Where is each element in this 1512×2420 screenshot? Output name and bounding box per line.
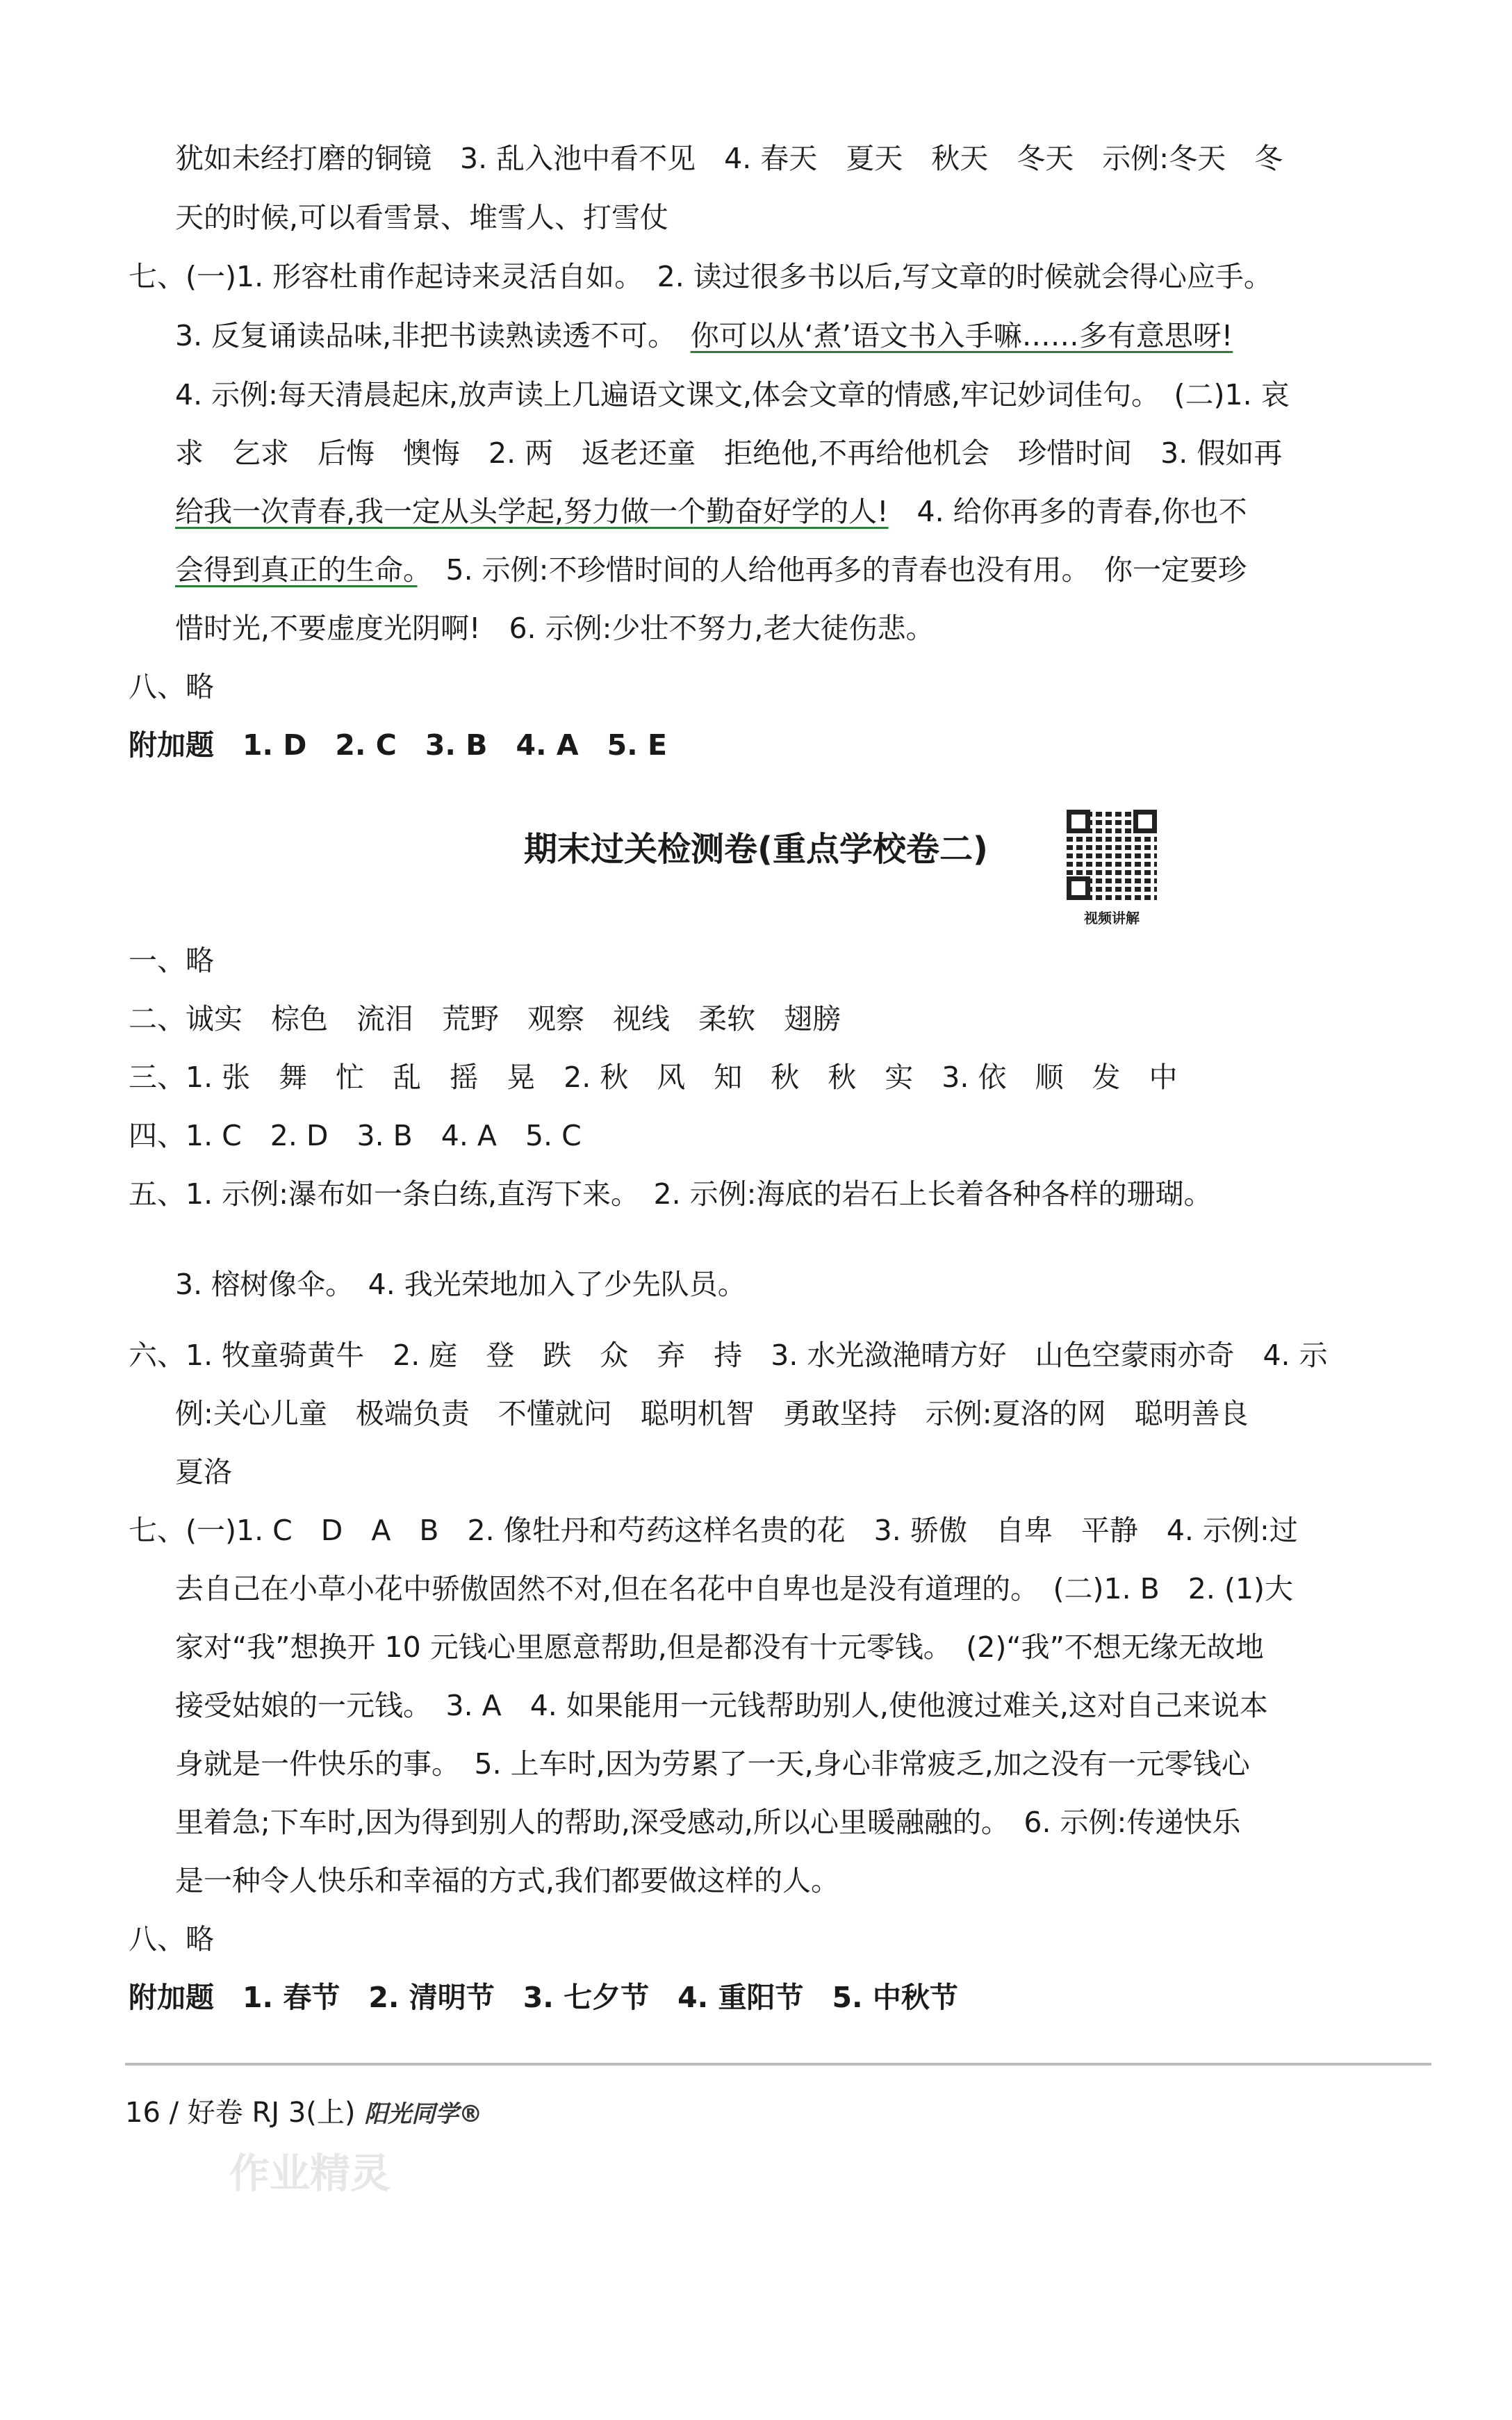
text-line [175, 491, 1502, 532]
text-line: 惜时光,不要虚度光阴啊! 6. 示例:少壮不努力,老大徒伤悲。 [175, 612, 935, 645]
text-line: 例:关心儿童 极端负责 不懂就问 聪明机智 勇敢坚持 示例:夏洛的网 聪明善良 [175, 1397, 1249, 1430]
text-segment: 4. 给你再多的青春,你也不 [888, 495, 1247, 528]
section-title: 期末过关检测卷(重点学校卷二) [524, 830, 988, 869]
text-line: 3. 榕树像伞。 4. 我光荣地加入了少先队员。 [175, 1268, 746, 1301]
text-line: 三、1. 张 舞 忙 乱 摇 晃 2. 秋 风 知 秋 秋 实 3. 依 顺 发 中 [129, 1061, 1178, 1094]
section-8-line: 八、略 [129, 670, 214, 703]
text-line: 八、略 [129, 1922, 214, 1956]
text-line: 去自己在小草小花中骄傲固然不对,但在名花中自卑也是没有道理的。 (二)1. B 2. (1)大 [175, 1572, 1294, 1605]
text-line: 身就是一件快乐的事。 5. 上车时,因为劳累了一天,身心非常疲乏,加之没有一元零钱心 [175, 1747, 1250, 1781]
qr-code-icon[interactable] [1067, 810, 1157, 900]
text-line: 七、(一)1. C D A B 2. 像牡丹和芍药这样名贵的花 3. 骄傲 自卑 平静 4. 示例:过 [129, 1514, 1298, 1547]
qr-caption: 视频讲解 [1084, 910, 1140, 926]
text-line: 求 乞求 后悔 懊悔 2. 两 返老还童 拒绝他,不再给他机会 珍惜时间 3. 假如再 [175, 436, 1283, 470]
bonus-line: 附加题 1. D 2. C 3. B 4. A 5. E [129, 728, 667, 762]
text-line: 家对“我”想换开 10 元钱心里愿意帮助,但是都没有十元零钱。 (2)“我”不想无缘无故地 [175, 1630, 1264, 1664]
underlined-answer: 你可以从‘煮’语文书入手嘛……多有意思呀! [690, 319, 1233, 352]
page-footer [125, 2092, 482, 2135]
text-line: 夏洛 [175, 1455, 232, 1489]
footer-divider [125, 2063, 1431, 2066]
text-line [175, 315, 1502, 357]
watermark: 作业精灵 [229, 2150, 391, 2197]
text-line: 五、1. 示例:瀑布如一条白练,直泻下来。 2. 示例:海底的岩石上长着各种各样的珊瑚。 [129, 1177, 1213, 1211]
text-line: 六、1. 牧童骑黄牛 2. 庭 登 跌 众 弃 持 3. 水光潋滟晴方好 山色空蒙雨亦奇 4. 示 [129, 1339, 1328, 1372]
page-number: 16 / 好卷 RJ 3(上) [125, 2097, 356, 2129]
brand-logo: 阳光同学® [364, 2100, 483, 2128]
text-line: 是一种令人快乐和幸福的方式,我们都要做这样的人。 [175, 1864, 840, 1897]
text-line: 二、诚实 棕色 流泪 荒野 观察 视线 柔软 翅膀 [129, 1002, 841, 1036]
text-segment: 5. 示例:不珍惜时间的人给他再多的青春也没有用。 你一定要珍 [417, 553, 1247, 587]
underlined-answer: 会得到真正的生命。 [175, 553, 418, 587]
text-line: 犹如未经打磨的铜镜 3. 乱入池中看不见 4. 春天 夏天 秋天 冬天 示例:冬天 冬 [175, 142, 1283, 175]
text-line [175, 549, 1502, 591]
text-line: 接受姑娘的一元钱。 3. A 4. 如果能用一元钱帮助别人,使他渡过难关,这对自己来说本 [175, 1689, 1268, 1722]
text-line: 四、1. C 2. D 3. B 4. A 5. C [129, 1119, 582, 1152]
text-line: 天的时候,可以看雪景、堆雪人、打雪仗 [175, 201, 669, 234]
text-line: 里着急;下车时,因为得到别人的帮助,深受感动,所以心里暖融融的。 6. 示例:传递快乐 [175, 1806, 1241, 1839]
bonus-line: 附加题 1. 春节 2. 清明节 3. 七夕节 4. 重阳节 5. 中秋节 [129, 1981, 958, 2014]
text-line: 一、略 [129, 944, 214, 977]
text-line: 4. 示例:每天清晨起床,放声读上几遍语文课文,体会文章的情感,牢记妙词佳句。 (二)1. 哀 [175, 378, 1290, 411]
text-segment: 3. 反复诵读品味,非把书读熟读透不可。 [175, 319, 691, 352]
section-7-line: 七、(一)1. 形容杜甫作起诗来灵活自如。 2. 读过很多书以后,写文章的时候就会得心应手。 [129, 260, 1272, 293]
underlined-answer: 给我一次青春,我一定从头学起,努力做一个勤奋好学的人! [175, 495, 889, 528]
